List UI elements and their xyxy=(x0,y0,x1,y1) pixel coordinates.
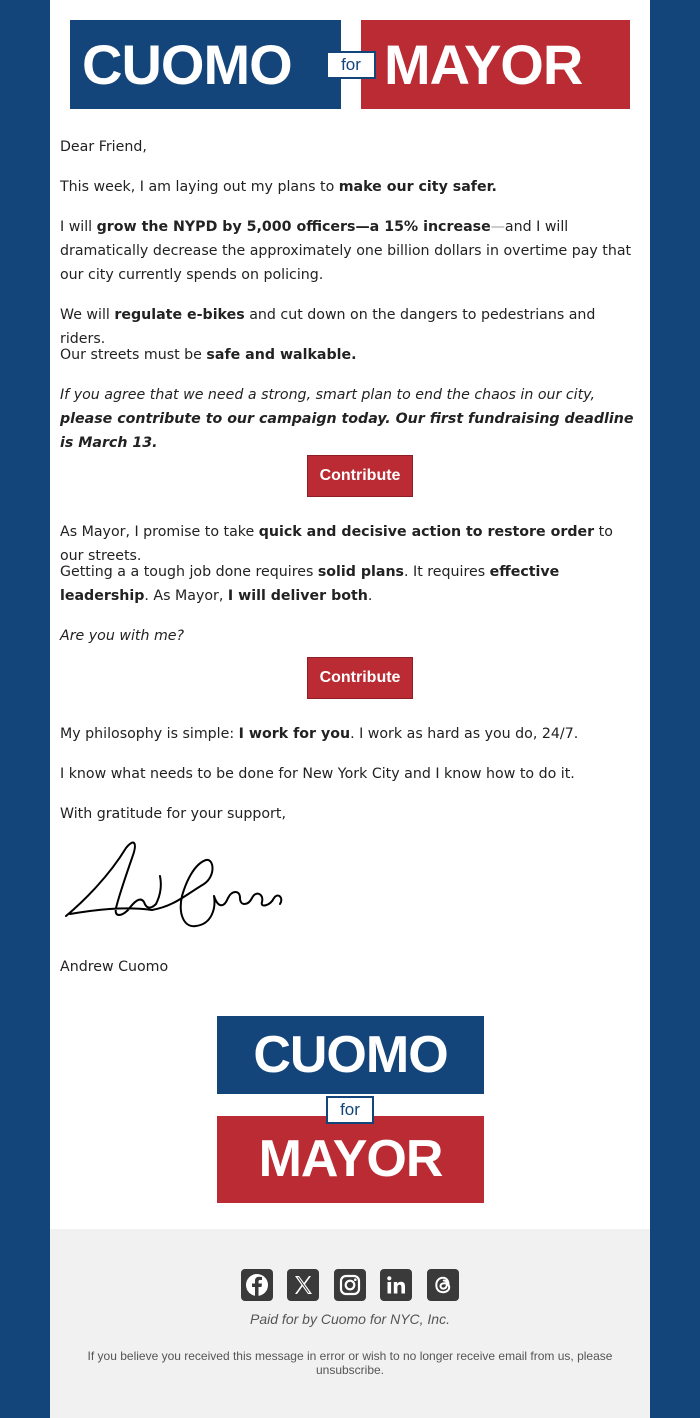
logo-word-for: for xyxy=(326,51,376,79)
paid-for-disclaimer: Paid for by Cuomo for NYC, Inc. xyxy=(250,1311,450,1327)
paragraph-safer: This week, I am laying out my plans to make our city safer. xyxy=(60,179,497,195)
facebook-icon[interactable] xyxy=(241,1269,273,1301)
logo-word-for: for xyxy=(326,1096,374,1124)
signature-image xyxy=(64,836,284,936)
footer xyxy=(50,1229,650,1418)
logo-word-mayor: MAYOR xyxy=(258,1130,443,1188)
contribute-button-1[interactable]: Contribute xyxy=(307,455,413,497)
paragraph-nypd: I will grow the NYPD by 5,000 officers—a 15% increase—and I will dramatically decrease the approximately one billion dollars in overtime pay that our city currently spends on policing. xyxy=(60,219,632,283)
logo-word-cuomo: CUOMO xyxy=(82,33,292,96)
signer-name: Andrew Cuomo xyxy=(60,959,169,975)
linkedin-icon[interactable] xyxy=(380,1269,412,1301)
email-page xyxy=(50,0,650,1418)
paragraph-nyc: I know what needs to be done for New York City and I know how to do it. xyxy=(60,766,575,782)
social-links xyxy=(241,1269,459,1301)
unsubscribe-notice[interactable]: If you believe you received this message in error or wish to no longer receive email from us, please unsubscribe. xyxy=(87,1349,613,1377)
header-logo[interactable] xyxy=(70,20,630,109)
paragraph-appeal: If you agree that we need a strong, smart plan to end the chaos in our city, please contribute to our campaign today. Our first fundraising deadline is March 13. xyxy=(60,387,634,451)
contribute-button-2[interactable]: Contribute xyxy=(307,657,413,699)
instagram-icon[interactable] xyxy=(334,1269,366,1301)
x-icon[interactable] xyxy=(287,1269,319,1301)
closing: With gratitude for your support, xyxy=(60,806,286,822)
logo-word-mayor: MAYOR xyxy=(384,33,583,96)
paragraph-streets: Our streets must be safe and walkable. xyxy=(60,347,357,363)
paragraph-promise: As Mayor, I promise to take quick and decisive action to restore order to our streets. xyxy=(60,524,613,564)
paragraph-question: Are you with me? xyxy=(60,628,185,644)
logo-word-cuomo: CUOMO xyxy=(253,1026,448,1084)
paragraph-leadership: Getting a a tough job done requires solid plans. It requires effective leadership. As Mayor, I will deliver both. xyxy=(60,564,560,604)
paragraph-ebikes: We will regulate e-bikes and cut down on the dangers to pedestrians and riders. xyxy=(60,307,596,347)
paragraph-philosophy: My philosophy is simple: I work for you. I work as hard as you do, 24/7. xyxy=(60,726,579,742)
greeting: Dear Friend, xyxy=(60,139,147,155)
threads-icon[interactable] xyxy=(427,1269,459,1301)
footer-logo[interactable] xyxy=(217,1016,484,1203)
